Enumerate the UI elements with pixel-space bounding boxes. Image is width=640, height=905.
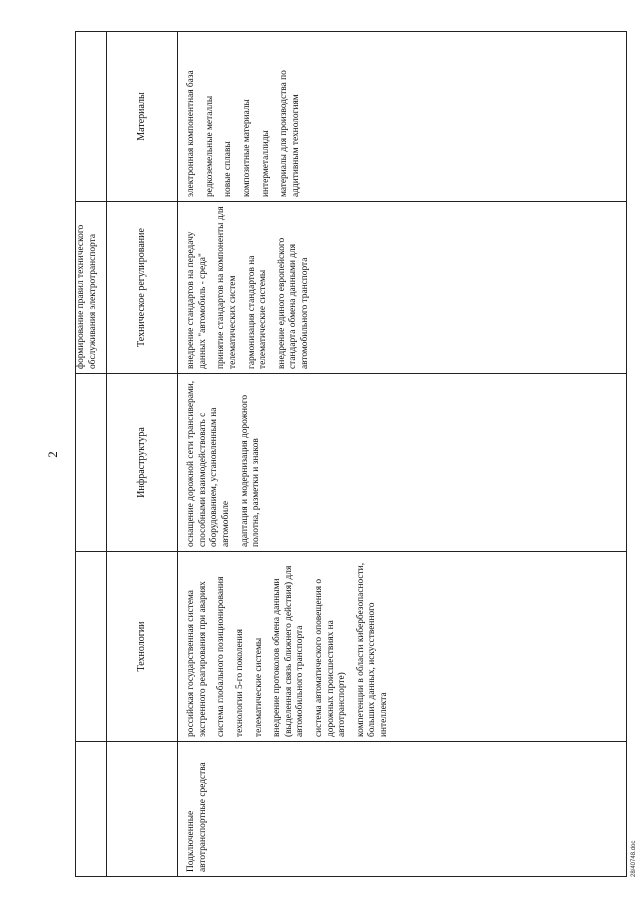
regulation-cell [178, 202, 627, 374]
list-item: новые сплавы [223, 141, 234, 197]
category-label: Подключенные автотранспортные средства [186, 762, 208, 872]
data-table [75, 31, 627, 877]
list-item: телематические системы [253, 637, 264, 737]
header-materials: Материалы [107, 32, 178, 202]
header-infrastructure: Инфраструктура [107, 374, 178, 552]
list-item: компетенции в области кибербезопасности, больших данных, искусственного интеллекта [355, 562, 389, 737]
infrastructure-cell [178, 374, 627, 552]
list-item: внедрение протоколов обмена данными (выделенная связь ближнего действия) для автомобильного транспорта [272, 565, 306, 737]
rotated-page [45, 32, 637, 877]
category-cell [178, 742, 627, 877]
list-item: редкоземельные металлы [204, 95, 215, 197]
page-number: 2 [45, 451, 60, 458]
regulation-prev-cell [76, 202, 107, 374]
list-item: система глобального позиционирования [216, 576, 227, 737]
list-item: система автоматического оповещения о дорожных происшествиях на автотранспорте) [313, 578, 348, 737]
list-item: российская государственная система экстренного реагирования при авариях [186, 581, 208, 737]
list-item: оснащение дорожной сети трансиверами, способными взаимодействовать с оборудованием, установленным на автомобиле [186, 380, 231, 547]
list-item: материалы для производства по аддитивным технологиям [279, 70, 301, 197]
list-item: композитные материалы [241, 99, 252, 197]
header-regulation: Техническое регулирование [107, 202, 178, 374]
list-item: интерметаллиды [260, 130, 271, 197]
regulation-prev-text: формирование правил технического обслуживания электротранспорта [76, 224, 98, 369]
list-item: электронная компонентная база [186, 70, 197, 197]
list-item: принятие стандартов на компоненты для телематических систем [216, 206, 238, 369]
materials-cell [178, 32, 627, 202]
list-item: технологии 5-го поколения [234, 629, 245, 737]
table-row [178, 32, 627, 877]
previous-page-row [76, 32, 107, 877]
technologies-cell [178, 552, 627, 742]
header-row [107, 32, 178, 877]
header-category [107, 742, 178, 877]
list-item: гармонизация стандартов на телематические системы [246, 255, 269, 369]
document-footer: 28/40748.doc [631, 840, 637, 877]
list-item: внедрение единого европейского стандарта обмена данными для автомобильного транспорта [276, 237, 310, 369]
list-item: внедрение стандартов на передачу данных "автомобиль - среда" [186, 231, 208, 369]
header-technologies: Технологии [107, 552, 178, 742]
list-item: адаптация и модернизация дорожного полотна, разметки и знаков [239, 394, 262, 547]
